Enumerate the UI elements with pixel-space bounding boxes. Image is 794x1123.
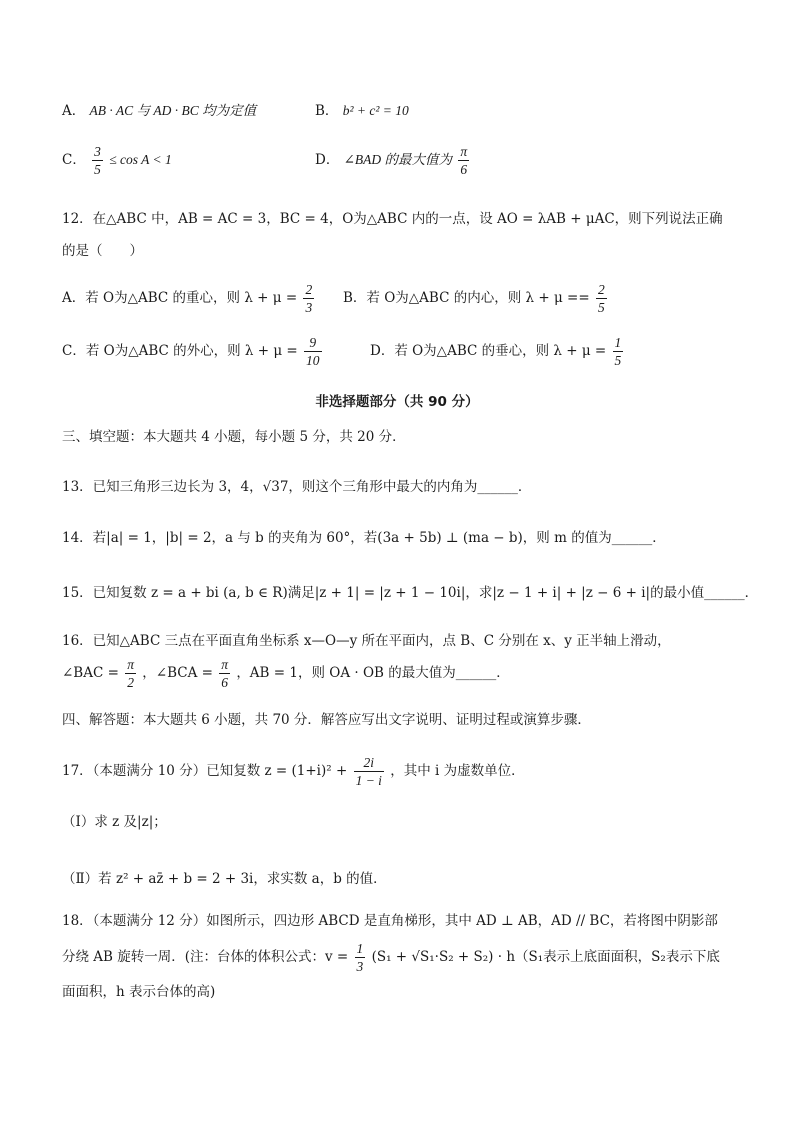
text-segment: 分绕 AB 旋转一周．(注：台体的体积公式：v = [62, 949, 349, 965]
text-segment: ，∠BCA = [142, 665, 213, 681]
option-text: D．若 O为△ABC 的垂心，则 λ + μ = [370, 343, 607, 359]
fraction [92, 143, 103, 178]
question-18-line2 [62, 940, 720, 975]
option-label: B． [315, 103, 339, 119]
option-text: A．若 O为△ABC 的重心，则 λ + μ = [62, 290, 298, 306]
q12-stem-line2: 的是（ ） [62, 243, 143, 259]
denominator: 1 − i [355, 773, 382, 788]
numerator: π [460, 144, 468, 159]
q11-option-c [62, 143, 172, 178]
q11-option-d [315, 143, 471, 178]
numerator: 1 [614, 335, 622, 350]
numerator: 9 [304, 334, 322, 352]
fraction [125, 656, 136, 691]
denominator: 5 [94, 162, 101, 177]
option-text: ≤ cos A < 1 [109, 152, 172, 167]
text-segment: (S₁ + √S₁·S₂ + S₂) · h（S₁表示上底面面积，S₂表示下底 [371, 949, 720, 965]
denominator: 3 [305, 300, 313, 315]
q12-option-c [62, 334, 324, 369]
option-text: B．若 O为△ABC 的内心，则 λ + μ == [343, 290, 590, 306]
text-segment: ，其中 i 为虚数单位． [390, 763, 525, 779]
option-text: ∠BAD 的最大值为 [343, 152, 453, 167]
option-label: A． [62, 103, 86, 119]
question-17-part2: （Ⅱ）若 z² + az̄ + b = 2 + 3i，求实数 a，b 的值． [62, 871, 387, 887]
option-label: D． [315, 152, 340, 168]
numerator: π [127, 657, 134, 672]
part3-heading: 三、填空题：本大题共 4 小题，每小题 5 分，共 20 分． [62, 429, 406, 445]
denominator: 5 [614, 353, 622, 368]
numerator: π [221, 657, 229, 672]
fraction [355, 940, 366, 975]
numerator: 2i [354, 754, 384, 772]
option-text: AB · AC 与 AD · BC 均为定值 [89, 103, 257, 118]
q11-option-a [62, 101, 256, 121]
option-text: b² + c² = 10 [342, 103, 409, 118]
denominator: 5 [597, 300, 605, 315]
text-segment: ，AB = 1，则 OA · OB 的最大值为______． [236, 665, 510, 681]
denominator: 10 [306, 353, 320, 368]
fraction [596, 281, 607, 316]
question-18-line3: 面面积，h 表示台体的高) [62, 984, 216, 1000]
numerator: 2 [597, 282, 605, 297]
fraction [613, 334, 624, 369]
q12-stem-line1: 12．在△ABC 中，AB = AC = 3，BC = 4，O为△ABC 内的一点，设 AO = λAB + μAC，则下列说法正确 [62, 211, 723, 227]
numerator: 1 [356, 941, 364, 956]
question-13: 13．已知三角形三边长为 3，4，√37，则这个三角形中最大的内角为______． [62, 479, 532, 495]
text-segment: ∠BAC = [62, 665, 119, 681]
question-17-part1: （Ⅰ）求 z 及|z|； [62, 814, 167, 830]
denominator: 2 [127, 675, 134, 690]
option-label: C． [62, 152, 86, 168]
fraction [354, 754, 384, 789]
numerator: 3 [94, 144, 101, 159]
q12-option-b [343, 281, 609, 316]
part4-heading: 四、解答题：本大题共 6 小题，共 70 分．解答应写出文字说明、证明过程或演算步骤． [62, 712, 591, 728]
numerator: 2 [305, 282, 313, 297]
question-18-line1: 18．（本题满分 12 分）如图所示，四边形 ABCD 是直角梯形，其中 AD ⊥ AB，AD // BC，若将图中阴影部 [62, 913, 718, 929]
question-15: 15．已知复数 z = a + bi (a, b ∈ R)满足|z + 1| = |z + 1 − 10i|，求|z − 1 + i| + |z − 6 + i|的最小值______． [62, 585, 759, 601]
option-text: C．若 O为△ABC 的外心，则 λ + μ = [62, 343, 298, 359]
denominator: 3 [356, 959, 364, 974]
fraction [458, 143, 469, 178]
fraction [303, 281, 314, 316]
question-16-line1: 16．已知△ABC 三点在平面直角坐标系 x—O—y 所在平面内，点 B、C 分别在 x、y 正半轴上滑动， [62, 633, 671, 649]
fraction [304, 334, 322, 369]
question-17-stem [62, 754, 525, 789]
text-segment: 17．（本题满分 10 分）已知复数 z = (1+i)² + [62, 763, 348, 779]
section-title: 非选择题部分（共 90 分） [315, 394, 479, 410]
fraction [219, 656, 230, 691]
denominator: 6 [460, 162, 468, 177]
q12-option-d [370, 334, 625, 369]
question-16-line2 [62, 656, 510, 691]
q12-option-a [62, 281, 316, 316]
q11-option-b [315, 101, 409, 121]
question-14: 14．若|a| = 1，|b| = 2，a 与 b 的夹角为 60°，若(3a + 5b) ⊥ (ma − b)，则 m 的值为______． [62, 530, 666, 546]
denominator: 6 [221, 675, 228, 690]
